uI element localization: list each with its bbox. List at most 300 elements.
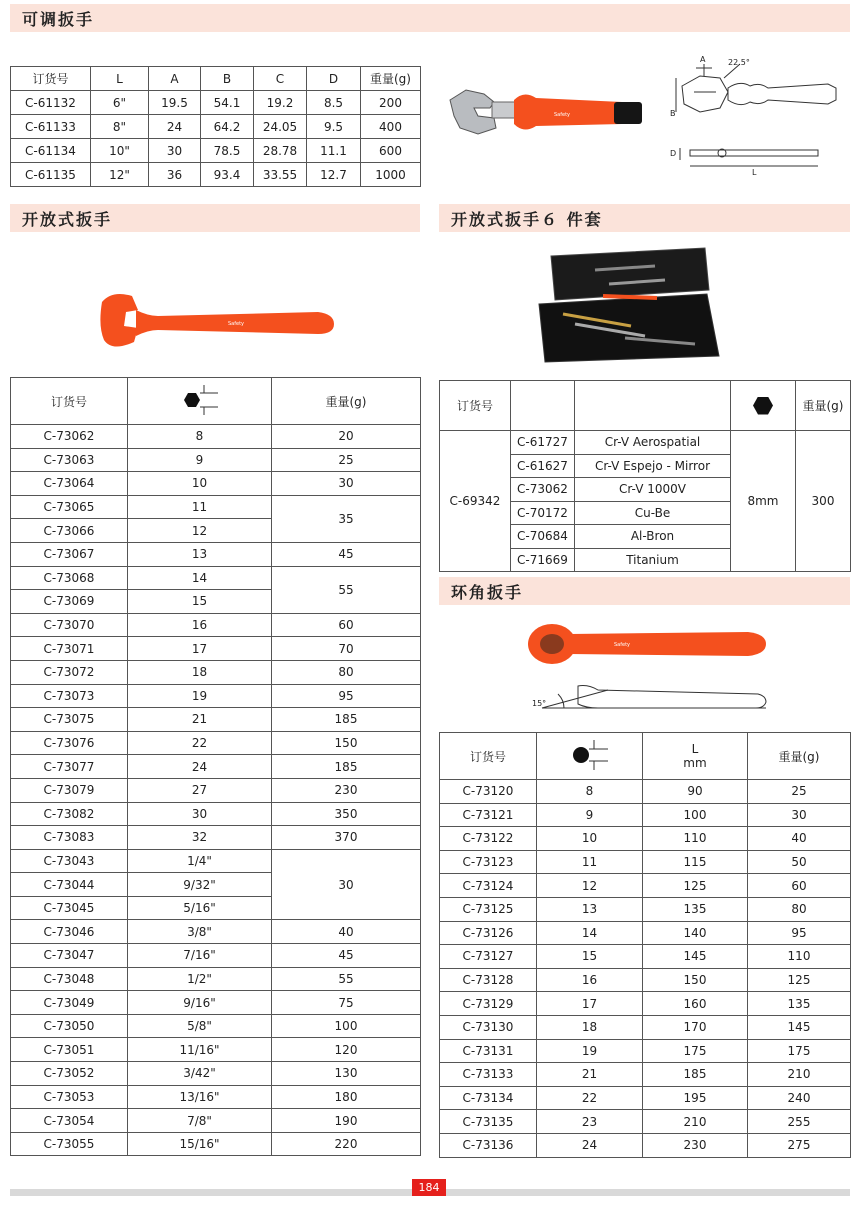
table-cell: 110: [643, 827, 748, 851]
order-code-cell: C-73055: [11, 1132, 128, 1156]
weight-cell: 185: [272, 708, 421, 732]
size-cell: 21: [128, 708, 272, 732]
col-header-blank-2: [575, 381, 731, 431]
table-cell: 21: [537, 1063, 643, 1087]
order-code-cell: C-73044: [11, 873, 128, 897]
set-size-cell: 8mm: [731, 431, 796, 572]
svg-text:Safety: Safety: [554, 112, 570, 118]
size-cell: 9/16": [128, 991, 272, 1015]
order-code-cell: C-73045: [11, 896, 128, 920]
order-code-cell: C-73082: [11, 802, 128, 826]
col-header-blank-1: [511, 381, 575, 431]
size-cell: 13/16": [128, 1085, 272, 1109]
table-cell: 78.5: [201, 139, 254, 163]
section-title-adjustable: [10, 4, 850, 32]
size-cell: 11/16": [128, 1038, 272, 1062]
order-code-cell: C-73047: [11, 944, 128, 968]
table-cell: 30: [149, 139, 201, 163]
item-material-cell: Al-Bron: [575, 525, 731, 549]
order-code-cell: C-73054: [11, 1109, 128, 1133]
table-cell: 8": [91, 115, 149, 139]
table-cell: C-61135: [11, 163, 91, 187]
table-cell: 12": [91, 163, 149, 187]
table-cell: 600: [361, 139, 421, 163]
table-row: [440, 921, 851, 945]
table-row: [11, 1085, 421, 1109]
section-title-ring: [439, 577, 850, 605]
table-row: [440, 803, 851, 827]
table-cell: 135: [643, 897, 748, 921]
weight-cell: 80: [272, 660, 421, 684]
col-header-size: [128, 378, 272, 425]
order-code-cell: C-73067: [11, 542, 128, 566]
section-title-set: [439, 204, 850, 232]
weight-cell: 60: [272, 613, 421, 637]
table-cell: 54.1: [201, 91, 254, 115]
size-cell: 16: [128, 613, 272, 637]
table-cell: 210: [643, 1110, 748, 1134]
ring-wrench-angle-diagram: [528, 680, 772, 714]
order-code-cell: C-73069: [11, 590, 128, 614]
weight-cell: 95: [272, 684, 421, 708]
size-cell: 3/42": [128, 1062, 272, 1086]
order-code-cell: C-73051: [11, 1038, 128, 1062]
table-cell: 24: [537, 1133, 643, 1157]
section-title-set-text: 开放式扳手６ 件套: [451, 209, 603, 229]
table-row: [11, 425, 421, 449]
size-cell: 8: [128, 425, 272, 449]
col-header-order: 订货号: [440, 381, 511, 431]
table-cell: 175: [748, 1039, 851, 1063]
table-row: [440, 1039, 851, 1063]
size-cell: 15/16": [128, 1132, 272, 1156]
weight-cell: 55: [272, 967, 421, 991]
table-cell: C-73127: [440, 945, 537, 969]
table-cell: 18: [537, 1015, 643, 1039]
table-row: [440, 945, 851, 969]
table-cell: 10": [91, 139, 149, 163]
section-title-adjustable-text: 可调扳手: [22, 9, 95, 29]
size-cell: 30: [128, 802, 272, 826]
order-code-cell: C-73071: [11, 637, 128, 661]
table-header-row: [440, 733, 851, 780]
table-cell: 195: [643, 1086, 748, 1110]
table-row: [11, 613, 421, 637]
open-end-wrench-image: [98, 290, 338, 356]
item-code-cell: C-61727: [511, 431, 575, 455]
table-row: [11, 448, 421, 472]
table-cell: 170: [643, 1015, 748, 1039]
weight-cell: 35: [272, 495, 421, 542]
table-cell: 10: [537, 827, 643, 851]
order-code-cell: C-73066: [11, 519, 128, 543]
table-cell: 40: [748, 827, 851, 851]
table-cell: 6": [91, 91, 149, 115]
table-header-row: [11, 67, 421, 91]
table-row: [11, 637, 421, 661]
table-row: [11, 660, 421, 684]
table-cell: 9.5: [307, 115, 361, 139]
size-cell: 7/16": [128, 944, 272, 968]
item-code-cell: C-73062: [511, 478, 575, 502]
diagram-label-b: B: [670, 109, 676, 118]
table-cell: 23: [537, 1110, 643, 1134]
col-header-size: [731, 381, 796, 431]
set-weight-cell: 300: [796, 431, 851, 572]
size-cell: 24: [128, 755, 272, 779]
table-row: [11, 472, 421, 496]
table-cell: C-73121: [440, 803, 537, 827]
table-row: [11, 1132, 421, 1156]
table-cell: 16: [537, 968, 643, 992]
size-cell: 5/16": [128, 896, 272, 920]
diagram-label-ring-angle: 15°: [532, 699, 547, 708]
table-cell: 33.55: [254, 163, 307, 187]
table-row: [11, 849, 421, 873]
table-row: [11, 1038, 421, 1062]
col-header-length-unit: mm: [683, 756, 707, 770]
col-header-length: [643, 733, 748, 780]
col-header-a: A: [149, 67, 201, 91]
size-cell: 17: [128, 637, 272, 661]
diagram-label-angle: 22.5°: [728, 58, 750, 67]
size-cell: 9: [128, 448, 272, 472]
item-code-cell: C-70684: [511, 525, 575, 549]
table-row: [440, 1086, 851, 1110]
order-code-cell: C-73046: [11, 920, 128, 944]
order-code-cell: C-73072: [11, 660, 128, 684]
table-cell: 400: [361, 115, 421, 139]
table-cell: 275: [748, 1133, 851, 1157]
size-cell: 15: [128, 590, 272, 614]
item-code-cell: C-71669: [511, 548, 575, 572]
size-cell: 18: [128, 660, 272, 684]
table-row: [11, 1014, 421, 1038]
weight-cell: 55: [272, 566, 421, 613]
col-header-l: L: [91, 67, 149, 91]
size-cell: 1/4": [128, 849, 272, 873]
table-cell: 80: [748, 897, 851, 921]
order-code-cell: C-73073: [11, 684, 128, 708]
table-cell: C-73128: [440, 968, 537, 992]
table-cell: 14: [537, 921, 643, 945]
order-code-cell: C-73049: [11, 991, 128, 1015]
item-material-cell: Titanium: [575, 548, 731, 572]
col-header-order: 订货号: [11, 378, 128, 425]
table-cell: 19.2: [254, 91, 307, 115]
table-row: [11, 778, 421, 802]
weight-cell: 25: [272, 448, 421, 472]
table-cell: 15: [537, 945, 643, 969]
table-row: [11, 967, 421, 991]
table-cell: C-73131: [440, 1039, 537, 1063]
order-code-cell: C-73063: [11, 448, 128, 472]
col-header-c: C: [254, 67, 307, 91]
item-material-cell: Cr-V Espejo - Mirror: [575, 454, 731, 478]
table-cell: 30: [748, 803, 851, 827]
order-code-cell: C-73068: [11, 566, 128, 590]
wrench-set-case-image: [535, 244, 721, 364]
order-code-cell: C-73076: [11, 731, 128, 755]
order-code-cell: C-73048: [11, 967, 128, 991]
table-cell: 11: [537, 850, 643, 874]
table-cell: C-73130: [440, 1015, 537, 1039]
adjustable-wrench-diagram: [668, 54, 848, 180]
ring-wrench-table: [439, 732, 851, 1158]
table-row: [440, 992, 851, 1016]
size-cell: 11: [128, 495, 272, 519]
table-cell: 110: [748, 945, 851, 969]
order-code-cell: C-73070: [11, 613, 128, 637]
size-cell: 1/2": [128, 967, 272, 991]
table-row: [11, 163, 421, 187]
weight-cell: 190: [272, 1109, 421, 1133]
table-cell: 93.4: [201, 163, 254, 187]
table-cell: C-73135: [440, 1110, 537, 1134]
table-cell: 100: [643, 803, 748, 827]
table-cell: 9: [537, 803, 643, 827]
weight-cell: 45: [272, 944, 421, 968]
weight-cell: 180: [272, 1085, 421, 1109]
table-row: [440, 1063, 851, 1087]
table-cell: 25: [748, 780, 851, 804]
table-cell: 24: [149, 115, 201, 139]
weight-cell: 150: [272, 731, 421, 755]
table-cell: C-73129: [440, 992, 537, 1016]
table-row: [440, 1110, 851, 1134]
svg-text:Safety: Safety: [614, 642, 630, 648]
table-cell: 24.05: [254, 115, 307, 139]
table-row: [11, 708, 421, 732]
table-cell: 230: [643, 1133, 748, 1157]
size-cell: 14: [128, 566, 272, 590]
section-title-open-end-text: 开放式扳手: [22, 209, 113, 229]
table-cell: 1000: [361, 163, 421, 187]
weight-cell: 100: [272, 1014, 421, 1038]
col-header-length-label: L: [691, 742, 699, 756]
weight-cell: 120: [272, 1038, 421, 1062]
table-cell: 17: [537, 992, 643, 1016]
table-cell: 11.1: [307, 139, 361, 163]
weight-cell: 130: [272, 1062, 421, 1086]
order-code-cell: C-73050: [11, 1014, 128, 1038]
adjustable-wrench-table: [10, 66, 421, 187]
table-row: [11, 755, 421, 779]
table-row: [440, 827, 851, 851]
hex-icon: [753, 397, 773, 415]
item-material-cell: Cr-V Aerospatial: [575, 431, 731, 455]
table-cell: 90: [643, 780, 748, 804]
weight-cell: 30: [272, 472, 421, 496]
col-header-order: 订货号: [440, 733, 537, 780]
table-cell: 145: [643, 945, 748, 969]
table-cell: 125: [748, 968, 851, 992]
size-cell: 7/8": [128, 1109, 272, 1133]
section-title-ring-text: 环角扳手: [451, 582, 524, 602]
table-cell: C-73123: [440, 850, 537, 874]
table-cell: C-73134: [440, 1086, 537, 1110]
table-row: [440, 897, 851, 921]
table-cell: C-73122: [440, 827, 537, 851]
weight-cell: 45: [272, 542, 421, 566]
table-row: [11, 566, 421, 590]
table-cell: 8: [537, 780, 643, 804]
table-cell: 160: [643, 992, 748, 1016]
table-row: [440, 431, 851, 455]
table-row: [440, 968, 851, 992]
table-cell: C-61134: [11, 139, 91, 163]
col-header-weight: 重量(g): [272, 378, 421, 425]
col-header-weight: 重量(g): [796, 381, 851, 431]
table-row: [11, 920, 421, 944]
weight-cell: 220: [272, 1132, 421, 1156]
table-row: [11, 495, 421, 519]
ring-opening-icon: [568, 740, 612, 770]
col-header-order: 订货号: [11, 67, 91, 91]
size-cell: 12: [128, 519, 272, 543]
table-cell: 140: [643, 921, 748, 945]
table-row: [11, 684, 421, 708]
item-code-cell: C-70172: [511, 501, 575, 525]
order-code-cell: C-73083: [11, 826, 128, 850]
section-title-open-end: [10, 204, 420, 232]
order-code-cell: C-73079: [11, 778, 128, 802]
table-row: [11, 1109, 421, 1133]
weight-cell: 230: [272, 778, 421, 802]
table-cell: C-73124: [440, 874, 537, 898]
table-row: [11, 731, 421, 755]
table-row: [11, 542, 421, 566]
table-cell: C-73136: [440, 1133, 537, 1157]
table-row: [11, 1062, 421, 1086]
table-cell: 255: [748, 1110, 851, 1134]
col-header-d: D: [307, 67, 361, 91]
table-row: [440, 1015, 851, 1039]
table-row: [440, 780, 851, 804]
page-number: [412, 1179, 446, 1196]
table-cell: C-73133: [440, 1063, 537, 1087]
table-cell: 8.5: [307, 91, 361, 115]
table-cell: 240: [748, 1086, 851, 1110]
table-cell: 12.7: [307, 163, 361, 187]
col-header-weight: 重量(g): [361, 67, 421, 91]
diagram-label-a: A: [700, 55, 706, 64]
table-cell: C-73120: [440, 780, 537, 804]
table-cell: 185: [643, 1063, 748, 1087]
size-cell: 10: [128, 472, 272, 496]
page-number-text: 184: [418, 1181, 440, 1194]
table-row: [440, 1133, 851, 1157]
col-header-size: [537, 733, 643, 780]
size-cell: 5/8": [128, 1014, 272, 1038]
wrench-set-table: [439, 380, 851, 572]
table-cell: 12: [537, 874, 643, 898]
order-code-cell: C-73052: [11, 1062, 128, 1086]
table-cell: 200: [361, 91, 421, 115]
table-cell: 28.78: [254, 139, 307, 163]
order-code-cell: C-73064: [11, 472, 128, 496]
diagram-label-l: L: [752, 168, 757, 177]
svg-text:Safety: Safety: [228, 321, 244, 327]
table-row: [11, 802, 421, 826]
col-header-b: B: [201, 67, 254, 91]
diagram-label-d: D: [670, 149, 677, 158]
table-cell: 36: [149, 163, 201, 187]
table-header-row: [11, 378, 421, 425]
table-cell: 64.2: [201, 115, 254, 139]
table-row: [11, 991, 421, 1015]
order-code-cell: C-73065: [11, 495, 128, 519]
table-cell: C-61133: [11, 115, 91, 139]
table-cell: 125: [643, 874, 748, 898]
size-cell: 32: [128, 826, 272, 850]
table-row: [11, 944, 421, 968]
weight-cell: 370: [272, 826, 421, 850]
table-row: [11, 91, 421, 115]
table-cell: 19: [537, 1039, 643, 1063]
size-cell: 3/8": [128, 920, 272, 944]
weight-cell: 40: [272, 920, 421, 944]
table-row: [440, 874, 851, 898]
ring-wrench-image: [526, 618, 770, 668]
table-cell: C-61132: [11, 91, 91, 115]
table-cell: 50: [748, 850, 851, 874]
table-cell: 210: [748, 1063, 851, 1087]
table-cell: 175: [643, 1039, 748, 1063]
table-cell: 19.5: [149, 91, 201, 115]
weight-cell: 30: [272, 849, 421, 920]
table-cell: 145: [748, 1015, 851, 1039]
adjustable-wrench-image: [444, 78, 646, 148]
table-cell: 135: [748, 992, 851, 1016]
table-cell: 115: [643, 850, 748, 874]
table-cell: 60: [748, 874, 851, 898]
open-end-wrench-table: [10, 377, 421, 1156]
col-header-weight: 重量(g): [748, 733, 851, 780]
size-cell: 19: [128, 684, 272, 708]
size-cell: 27: [128, 778, 272, 802]
weight-cell: 185: [272, 755, 421, 779]
table-header-row: [440, 381, 851, 431]
table-cell: 150: [643, 968, 748, 992]
weight-cell: 20: [272, 425, 421, 449]
item-code-cell: C-61627: [511, 454, 575, 478]
table-row: [11, 139, 421, 163]
size-cell: 13: [128, 542, 272, 566]
size-cell: 22: [128, 731, 272, 755]
order-code-cell: C-73062: [11, 425, 128, 449]
weight-cell: 70: [272, 637, 421, 661]
order-code-cell: C-73075: [11, 708, 128, 732]
table-row: [440, 850, 851, 874]
hex-opening-icon: [178, 385, 222, 415]
table-row: [11, 115, 421, 139]
weight-cell: 75: [272, 991, 421, 1015]
table-cell: 22: [537, 1086, 643, 1110]
table-cell: C-73125: [440, 897, 537, 921]
item-material-cell: Cu-Be: [575, 501, 731, 525]
order-code-cell: C-73053: [11, 1085, 128, 1109]
order-code-cell: C-73043: [11, 849, 128, 873]
table-cell: 13: [537, 897, 643, 921]
table-row: [11, 826, 421, 850]
table-cell: C-73126: [440, 921, 537, 945]
size-cell: 9/32": [128, 873, 272, 897]
set-code-cell: C-69342: [440, 431, 511, 572]
weight-cell: 350: [272, 802, 421, 826]
order-code-cell: C-73077: [11, 755, 128, 779]
item-material-cell: Cr-V 1000V: [575, 478, 731, 502]
